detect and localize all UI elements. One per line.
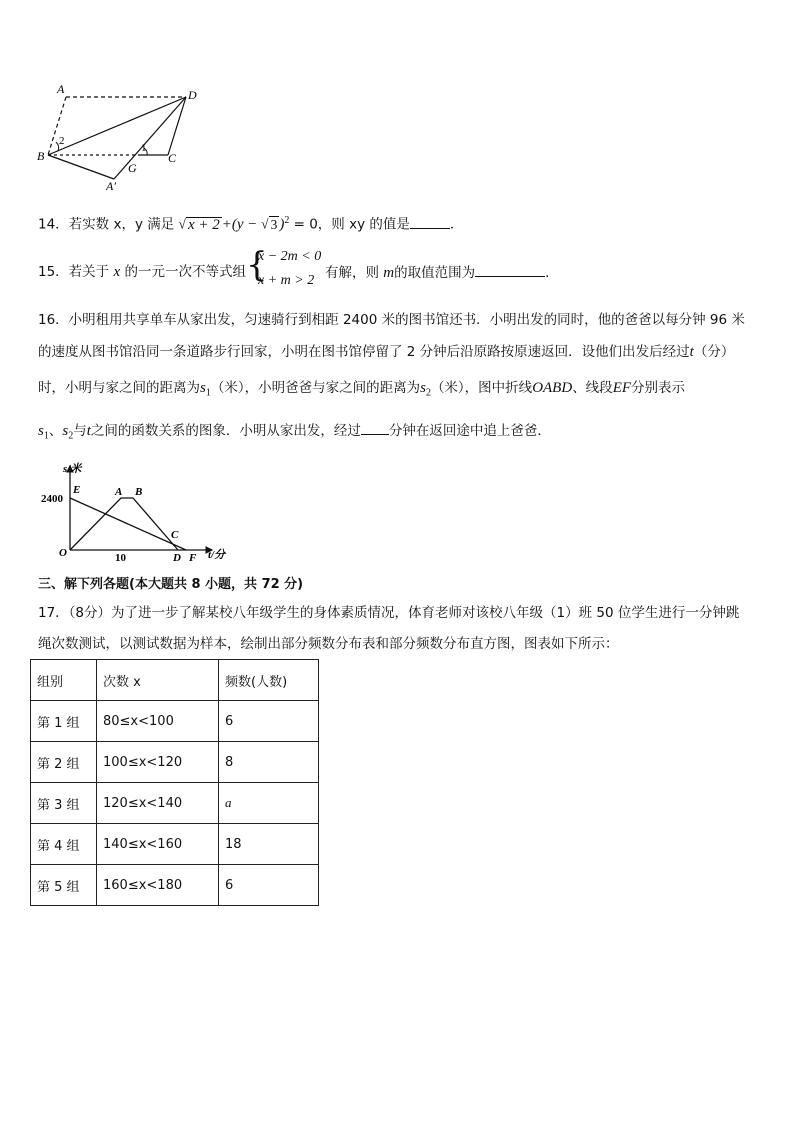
- q14-sqrt3: 3: [270, 216, 278, 232]
- q16-s2-sub: 2: [425, 387, 431, 399]
- q16-line4c: 之间的函数关系的图象．小明从家出发，经过: [90, 423, 361, 439]
- q16-l4-t: t: [86, 423, 91, 439]
- header-group: 组别: [31, 660, 97, 701]
- q16-line-1: 16．小明租用共享单车从家出发，匀速骑行到相距 2400 米的图书馆还书．小明出发的同时，他的爸爸以每分钟 96 米: [38, 312, 745, 328]
- q16-oabd: OABD: [532, 380, 573, 396]
- frequency-table: [30, 659, 319, 906]
- q15-brace: {: [246, 245, 268, 285]
- q15-mid: 的一元一次不等式组: [124, 264, 246, 280]
- q14-eq: = 0，则 xy 的值是: [289, 216, 410, 233]
- section-3-heading: 三、解下列各题(本大题共 8 小题，共 72 分): [38, 577, 304, 592]
- q16-s1-sub: 1: [205, 387, 211, 399]
- q14-close: ): [279, 216, 285, 233]
- cell-frequency: a: [219, 783, 319, 824]
- q16-l4-s1: s: [38, 423, 44, 439]
- cell-range: 140≤x<160: [97, 824, 219, 865]
- cell-range: 100≤x<120: [97, 742, 219, 783]
- label-angle-2: 2: [59, 135, 65, 147]
- cell-group: 第 2 组: [31, 742, 97, 783]
- point-O: O: [59, 547, 67, 559]
- q16-line4b: 与: [73, 423, 87, 439]
- question-15: [38, 262, 246, 282]
- q16-t: t: [689, 344, 694, 360]
- label-B: B: [37, 149, 45, 163]
- line-BD: [48, 97, 186, 155]
- q17-line-1: 17．（8分）为了进一步了解某校八年级学生的身体素质情况，体育老师对该校八年级（1）班 50 位学生进行一分钟跳: [38, 605, 740, 621]
- header-count: 次数 x: [97, 660, 219, 701]
- q14-sqrt-content: x + 2: [187, 216, 220, 233]
- q14-prefix: 14．若实数 x，y 满足: [38, 216, 175, 233]
- q14-sqrt3-sign: √: [261, 216, 269, 232]
- cell-frequency: 8: [219, 742, 319, 783]
- q16-line-3: [38, 378, 685, 404]
- point-B: B: [135, 486, 143, 498]
- geometry-figure: [30, 80, 210, 195]
- q14-answer-blank[interactable]: [410, 214, 450, 229]
- table-row: [31, 824, 319, 865]
- q15-inequality-2: x + m > 2: [258, 273, 315, 288]
- q15-tail2: 的取值范围为: [394, 265, 476, 281]
- q16-s2: s: [420, 380, 426, 396]
- q14-plus: +(: [221, 216, 237, 233]
- q15-answer-blank[interactable]: [475, 262, 545, 277]
- q14-y-minus: y −: [236, 216, 262, 233]
- point-F: F: [189, 552, 197, 564]
- q16-l4-s2: s: [62, 423, 69, 439]
- table-row: [31, 701, 319, 742]
- q16-line3a: 时，小明与家之间的距离为: [38, 380, 200, 396]
- q16-ef: EF: [612, 380, 632, 396]
- line-E-F: [70, 498, 186, 550]
- label-C: C: [168, 151, 177, 165]
- q15-tail1: 有解，则: [325, 265, 379, 281]
- q15-x: x: [113, 264, 121, 280]
- q17-line-2: 绳次数测试，以测试数据为样本，绘制出部分频数分布表和部分频数分布直方图，图表如下所示：: [38, 636, 619, 652]
- cell-range: 120≤x<140: [97, 783, 219, 824]
- cell-range: 160≤x<180: [97, 865, 219, 906]
- cell-group: 第 3 组: [31, 783, 97, 824]
- q16-line3c: （米），图中折线: [430, 380, 533, 396]
- q14-sqrt-sign: √: [178, 216, 186, 232]
- point-D: D: [173, 552, 181, 564]
- cell-range: 80≤x<100: [97, 701, 219, 742]
- line-A-prime-D: [114, 97, 186, 179]
- y-tick-2400: 2400: [41, 493, 63, 505]
- q16-s1: s: [200, 380, 206, 396]
- q14-exponent: 2: [284, 215, 290, 226]
- q16-l4-s1-sub: 1: [43, 430, 49, 442]
- q15-inequality-1: x − 2m < 0: [258, 249, 322, 264]
- q16-line4d: 分钟在返回途中追上爸爸．: [388, 423, 551, 439]
- y-axis-label: s/米: [63, 463, 82, 475]
- line-BA-prime: [48, 155, 114, 179]
- point-A: A: [115, 486, 123, 498]
- point-E: E: [73, 484, 81, 496]
- q16-line3d: 、线段: [572, 380, 613, 396]
- q16-answer-blank[interactable]: [361, 420, 389, 435]
- q15-prefix: 15．若关于: [38, 264, 110, 280]
- question-15-tail: [325, 262, 559, 283]
- q16-line2b: （分）: [693, 344, 735, 360]
- x-tick-10: 10: [115, 552, 126, 564]
- point-C: C: [171, 529, 179, 541]
- cell-frequency: 6: [219, 865, 319, 906]
- q16-line-4: [38, 420, 551, 447]
- label-G: G: [128, 161, 137, 175]
- q15-suffix: ．: [545, 265, 559, 281]
- table-row: [31, 865, 319, 906]
- cell-group: 第 1 组: [31, 701, 97, 742]
- question-14: [38, 211, 463, 235]
- distance-time-graph: [38, 458, 228, 568]
- label-A: A: [57, 82, 65, 96]
- label-A-prime: A′: [106, 179, 116, 193]
- line-DC: [168, 97, 186, 155]
- label-D: D: [188, 88, 197, 102]
- label-angle-1: 1: [141, 142, 147, 154]
- q16-line3b: （米），小明爸爸与家之间的距离为: [210, 380, 421, 396]
- q16-line3e: 分别表示: [631, 380, 686, 396]
- cell-group: 第 4 组: [31, 824, 97, 865]
- cell-frequency: 18: [219, 824, 319, 865]
- table-row: [31, 742, 319, 783]
- cell-group: 第 5 组: [31, 865, 97, 906]
- q16-line-2: [38, 342, 734, 362]
- q14-suffix: ．: [449, 216, 464, 233]
- x-axis-label: t/分: [208, 549, 226, 561]
- q16-l4-s2-sub: 2: [68, 430, 74, 442]
- cell-frequency: 6: [219, 701, 319, 742]
- q15-m: m: [383, 265, 395, 281]
- q16-line2a: 的速度从图书馆沿同一条道路步行回家，小明在图书馆停留了 2 分钟后沿原路按原速返回．设他们出发后经过: [38, 344, 690, 360]
- table-header-row: [31, 660, 319, 701]
- q16-line4a: 、: [48, 423, 63, 439]
- table-row: [31, 783, 319, 824]
- header-frequency: 频数(人数): [219, 660, 319, 701]
